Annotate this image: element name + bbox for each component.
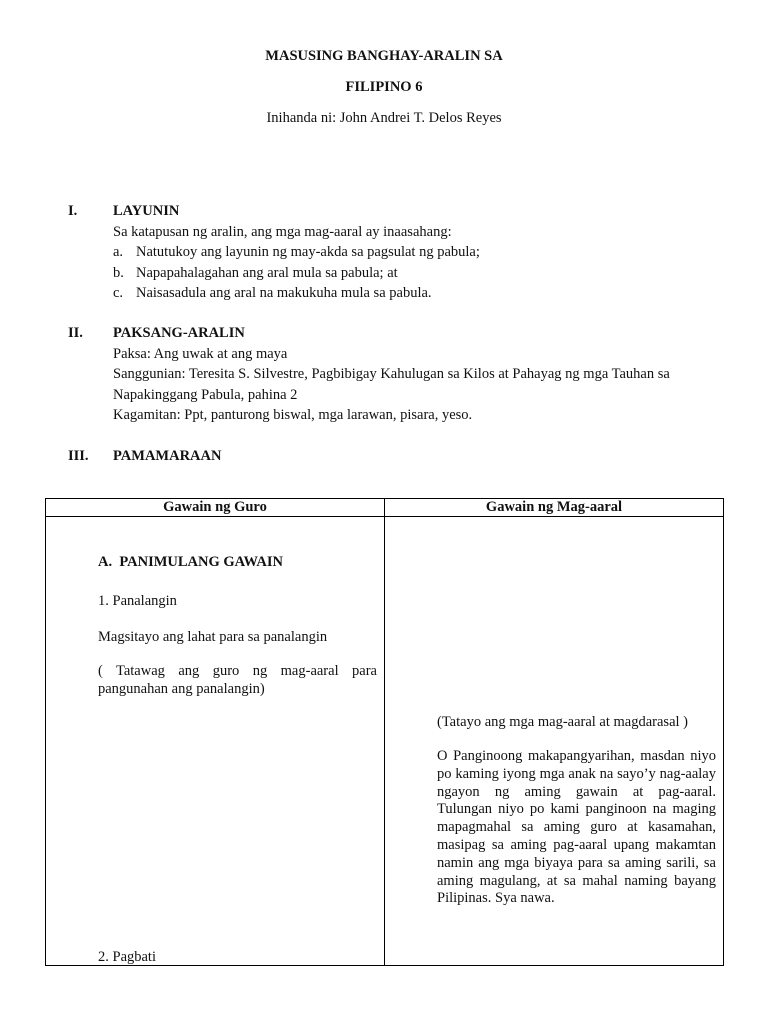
column-header-guro: Gawain ng Guro xyxy=(46,499,385,517)
list-item xyxy=(113,263,718,284)
column-header-mag-aaral: Gawain ng Mag-aaral xyxy=(385,499,724,517)
list-item xyxy=(113,242,718,263)
instruction-text: Magsitayo ang lahat para sa panalangin xyxy=(98,629,328,645)
section-pamamaraan xyxy=(68,446,718,467)
list-text: Natutukoy ang layunin ng may-akda sa pagsulat ng pabula; xyxy=(136,244,480,260)
section-intro: Sa katapusan ng aralin, ang mga mag-aaral ay inaasahang: xyxy=(113,223,452,240)
section-number: II. xyxy=(68,325,83,341)
list-text: Napapahalagahan ang aral mula sa pabula; at xyxy=(136,264,398,281)
guro-cell xyxy=(46,517,385,966)
list-marker: c. xyxy=(113,285,124,301)
section-title: PAKSANG-ARALIN xyxy=(113,325,245,341)
document-title-line1: MASUSING BANGHAY-ARALIN SA xyxy=(265,48,503,64)
section-number: I. xyxy=(68,203,78,219)
section-paksang-aralin xyxy=(68,323,718,426)
activity-heading-text: PANIMULANG GAWAIN xyxy=(119,554,284,570)
list-item xyxy=(113,283,718,304)
table-row xyxy=(46,517,724,966)
section-title: PAMAMARAAN xyxy=(113,448,222,464)
mag-aaral-cell xyxy=(385,517,724,966)
list-marker: b. xyxy=(113,264,124,281)
sanggunian-line: Sanggunian: Teresita S. Silvestre, Pagbibigay Kahulugan sa Kilos at Pahayag ng mga Tauhan sa Napakinggang Pabula, pahina 2 xyxy=(113,366,670,403)
section-title: LAYUNIN xyxy=(113,203,180,219)
document-author: Inihanda ni: John Andrei T. Delos Reyes xyxy=(266,110,502,126)
table-header-row xyxy=(46,499,724,517)
paksa-line: Paksa: Ang uwak at ang maya xyxy=(113,345,288,362)
section-number: III. xyxy=(68,448,89,464)
guro-note: ( Tatawag ang guro ng mag-aaral para pangunahan ang panalangin) xyxy=(98,663,377,697)
student-action: (Tatayo ang mga mag-aaral at magdarasal ) xyxy=(437,714,688,730)
kagamitan-line: Kagamitan: Ppt, panturong biswal, mga larawan, pisara, yeso. xyxy=(113,407,473,423)
list-marker: a. xyxy=(113,244,124,260)
step-panalangin: 1. Panalangin xyxy=(98,593,177,609)
activity-heading-marker: A. xyxy=(98,554,113,570)
section-layunin xyxy=(68,201,718,304)
document-title-line2: FILIPINO 6 xyxy=(345,79,423,95)
list-text: Naisasadula ang aral na makukuha mula sa pabula. xyxy=(136,285,432,301)
student-prayer: O Panginoong makapangyarihan, masdan niyo po kaming iyong mga anak na sayo’y nag-aalay ngayon ng aming gawain at pag-aaral. Tulungan niyo po kami panginoon na maging mapagmahal sa aming guro at kasamahan, masipag sa aming pag-aaral upang makamtan namin ang mga biyaya para sa aming sarili, sa aming magulang, at sa mahal naming bayang Pilipinas. Sya nawa. xyxy=(437,748,716,907)
activity-heading xyxy=(98,552,283,573)
lesson-table xyxy=(45,498,724,966)
step-pagbati: 2. Pagbati xyxy=(98,949,156,965)
